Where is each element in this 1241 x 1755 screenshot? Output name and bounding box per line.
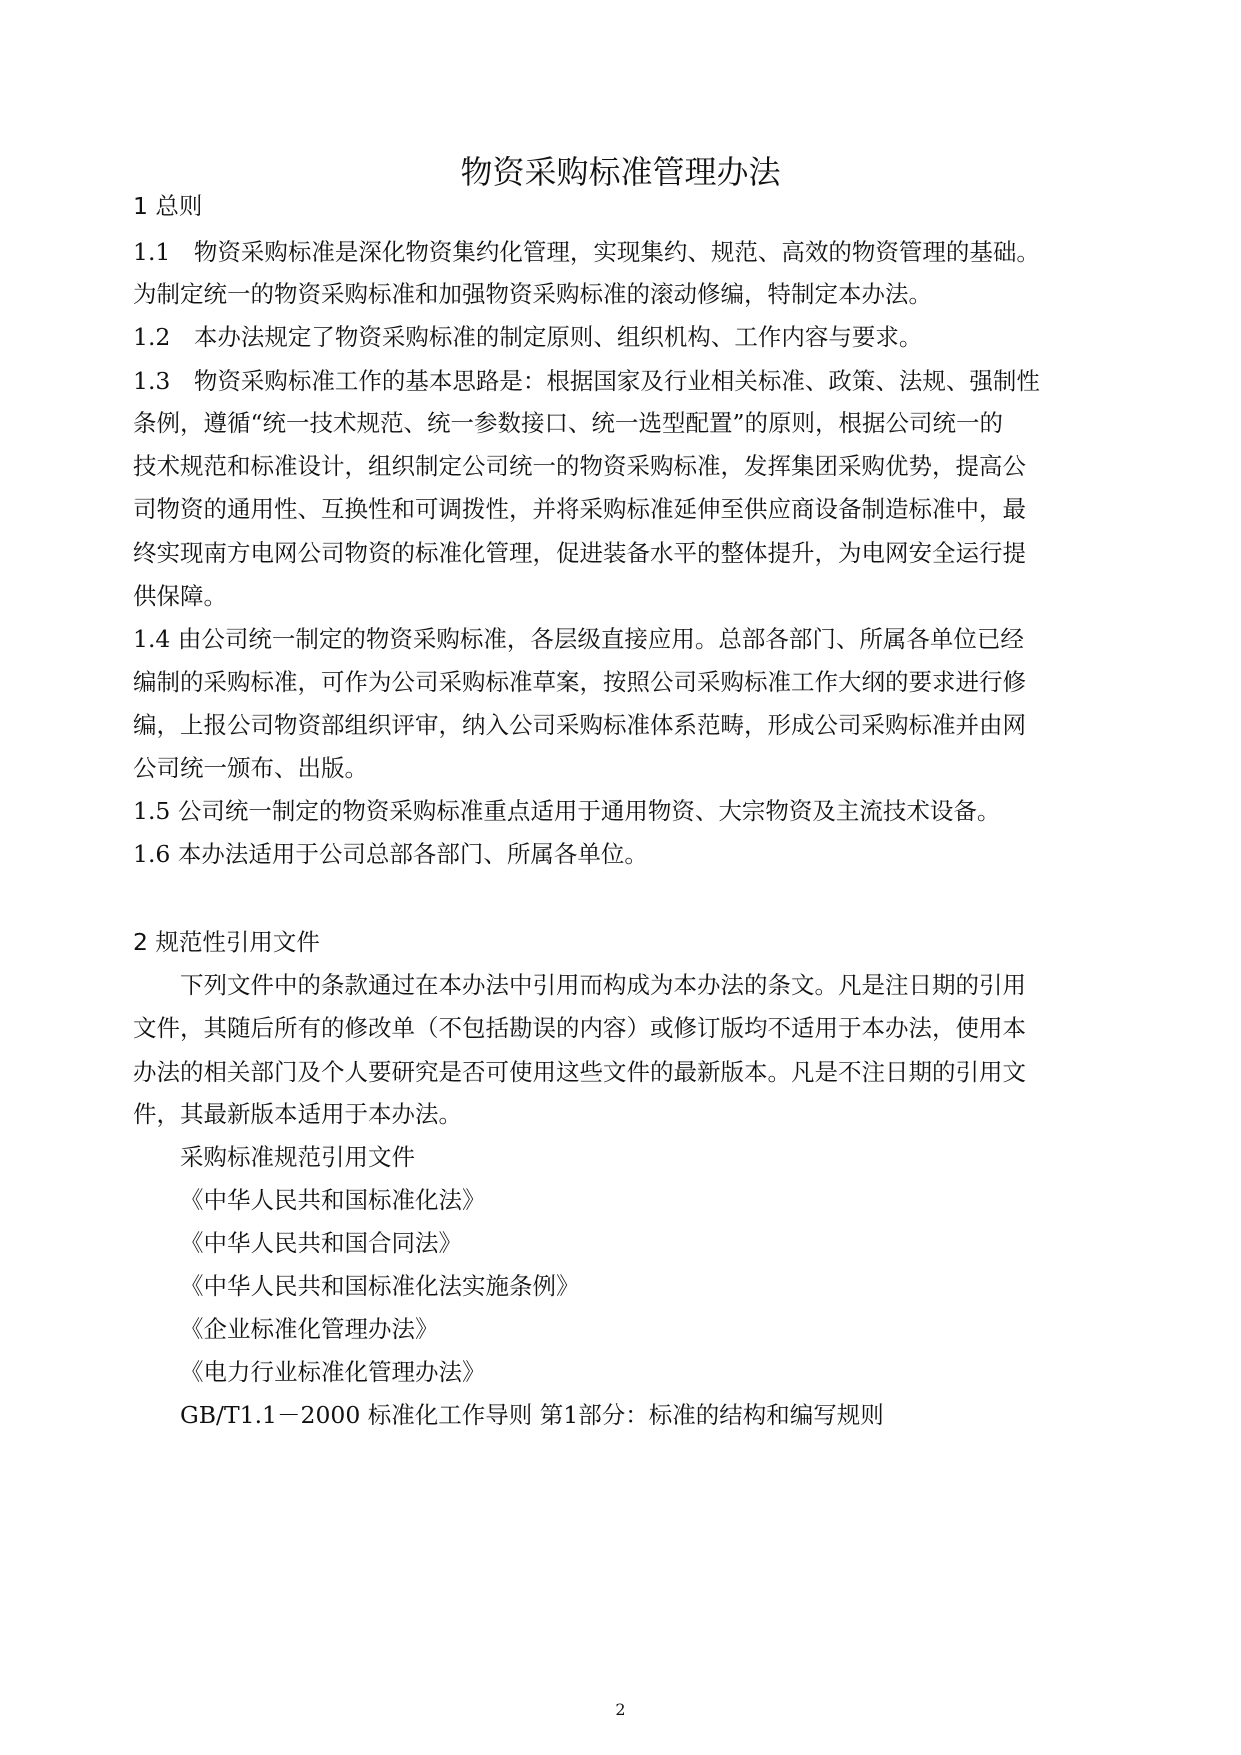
section-1-line: 1.2 本办法规定了物资采购标准的制定原则、组织机构、工作内容与要求。 [133,323,923,351]
section-1-line: 终实现南方电网公司物资的标准化管理，促进装备水平的整体提升，为电网安全运行提 [133,539,1026,567]
section-2-paragraph-line: 下列文件中的条款通过在本办法中引用而构成为本办法的条文。凡是注日期的引用 [180,971,1026,999]
document-title: 物资采购标准管理办法 [460,153,781,191]
section-1-line: 技术规范和标准设计，组织制定公司统一的物资采购标准，发挥集团采购优势，提高公 [133,452,1026,480]
reference-item: 《电力行业标准化管理办法》 [180,1358,486,1386]
section-1-line: 1.4 由公司统一制定的物资采购标准，各层级直接应用。总部各部门、所属各单位已经 [133,625,1024,653]
section-2-paragraph-line: 办法的相关部门及个人要研究是否可使用这些文件的最新版本。凡是不注日期的引用文 [133,1058,1026,1086]
section-1-line: 司物资的通用性、互换性和可调拨性，并将采购标准延伸至供应商设备制造标准中，最 [133,495,1026,523]
section-2-paragraph-line: 文件，其随后所有的修改单（不包括勘误的内容）或修订版均不适用于本办法，使用本 [133,1014,1026,1042]
reference-list-title: 采购标准规范引用文件 [180,1143,415,1171]
reference-item: 《中华人民共和国合同法》 [180,1229,462,1257]
reference-item: GB/T1.1－2000 标准化工作导则 第1部分：标准的结构和编写规则 [180,1401,884,1429]
reference-item: 《中华人民共和国标准化法实施条例》 [180,1272,580,1300]
section-1-line: 编制的采购标准，可作为公司采购标准草案，按照公司采购标准工作大纲的要求进行修 [133,668,1026,696]
section-2-paragraph-line: 件，其最新版本适用于本办法。 [133,1100,462,1128]
section-1-line: 编，上报公司物资部组织评审，纳入公司采购标准体系范畴，形成公司采购标准并由网 [133,711,1026,739]
section-1-line: 1.5 公司统一制定的物资采购标准重点适用于通用物资、大宗物资及主流技术设备。 [133,797,1001,825]
page-number: 2 [615,1700,626,1719]
section-1-line: 1.3 物资采购标准工作的基本思路是：根据国家及行业相关标准、政策、法规、强制性 [133,367,1040,395]
section-1-line: 为制定统一的物资采购标准和加强物资采购标准的滚动修编，特制定本办法。 [133,280,932,308]
section-1-line: 公司统一颁布、出版。 [133,754,368,782]
section-1-line: 条例，遵循“统一技术规范、统一参数接口、统一选型配置”的原则，根据公司统一的 [133,409,1004,437]
reference-item: 《中华人民共和国标准化法》 [180,1186,486,1214]
section-1-line: 供保障。 [133,582,227,610]
reference-item: 《企业标准化管理办法》 [180,1315,439,1343]
section-1-line: 1.1 物资采购标准是深化物资集约化管理，实现集约、规范、高效的物资管理的基础。 [133,238,1040,266]
section-2-heading: 2 规范性引用文件 [133,928,320,956]
section-1-line: 1.6 本办法适用于公司总部各部门、所属各单位。 [133,840,648,868]
section-1-heading: 1 总则 [133,192,203,220]
